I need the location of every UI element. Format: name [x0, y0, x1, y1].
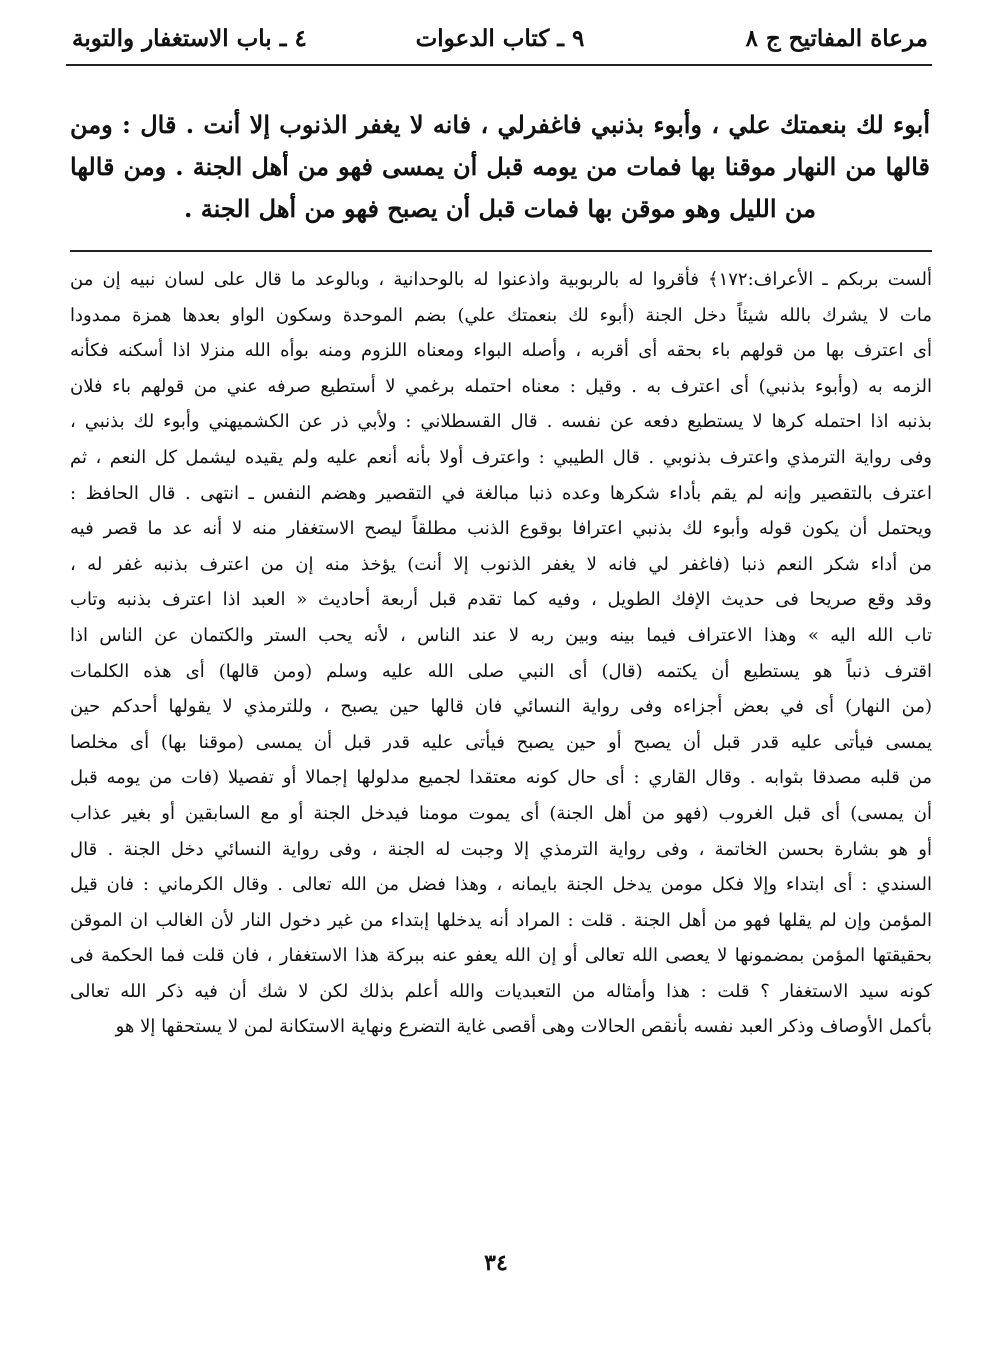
page-number: ٣٤ — [484, 1250, 508, 1276]
commentary-line: اعترف بالتقصير وإنه لم يقم بأداء شكرها وعده ذنبا مبالغة في التقصير وهضم النفس ـ انتهى . قال الحافظ : — [70, 482, 932, 504]
commentary-line: تاب الله اليه » وهذا الاعتراف فيما بينه وبين ربه لا عند الناس ، لأنه يحب الستر والكتمان عن الناس اذا — [70, 624, 932, 646]
header-book-volume: مرعاة المفاتيح ج ٨ — [745, 25, 928, 52]
commentary-line: أن يمسى) أى قبل الغروب (فهو من أهل الجنة) أى يموت مومنا فيدخل الجنة أو مع السابقين أو بغير عذاب — [70, 802, 932, 824]
hadith-text: أبوء لك بنعمتك علي ، وأبوء بذنبي فاغفرلي ، فانه لا يغفر الذنوب إلا أنت . قال : ومن قالها من النهار موقنا بها فمات من يومه قبل أن يمسى فهو من أهل الجنة . ومن قالها من الليل وهو موقن بها فمات قبل أن يصبح فهو من أهل الجنة . — [70, 110, 930, 223]
commentary-line: المؤمن وإن لم يقلها فهو من أهل الجنة . قلت : المراد أنه يدخلها إبتداء من غير دخول النار لأن الغالب ان الموقن — [70, 909, 932, 931]
header-kitab-title: ٩ ـ كتاب الدعوات — [415, 25, 585, 52]
commentary-line: وقد وقع صريحا فى حديث الإفك الطويل ، وفيه كما تقدم قبل أربعة أحاديث « العبد اذا اعترف بذنبه وتاب — [70, 589, 932, 611]
commentary-line: بأكمل الأوصاف وذكر العبد نفسه بأنقص الحالات وهى أقصى غاية التضرع ونهاية الاستكانة لمن لا يستحقها إلا هو — [115, 1016, 932, 1038]
header-divider — [66, 64, 932, 66]
commentary-line: كونه سيد الاستغفار ؟ قلت : هذا وأمثاله من التعبديات والله أعلم بذلك لكن لا شك أن فيه ذكر الله تعالى — [70, 980, 932, 1002]
running-header — [72, 18, 928, 62]
commentary-line: مات لا يشرك بالله شيئاً دخل الجنة (أبوء لك بنعمتك علي) بضم الموحدة وسكون الواو بعدها همزة ممدودا — [70, 304, 932, 326]
header-bab-title: ٤ ـ باب الاستغفار والتوبة — [72, 25, 307, 52]
commentary-line: اقترف ذنباً هو يستطيع أن يكتمه (قال) أى النبي صلى الله عليه وسلم (ومن قالها) أى هذه الكلمات — [70, 660, 932, 682]
commentary-line: وفى رواية الترمذي واعترف بذنوبي . قال الطيبي : واعترف أولا بأنه أنعم عليه ولم يقيده ليشمل كل النعم ، ثم — [70, 446, 932, 468]
commentary-line: أو هو بشارة بحسن الخاتمة ، وفى رواية الترمذي إلا وجبت له الجنة ، وفى رواية النسائي دخل الجنة . قال — [70, 838, 932, 860]
section-divider — [70, 250, 932, 252]
commentary-line: (من النهار) أى في بعض أجزاءه وفى رواية النسائي فان قالها حين يصبح ، وللترمذي لا يقولها أحدكم حين — [70, 696, 932, 718]
commentary-line: ويحتمل أن يكون قوله وأبوء لك بذنبي اعترافا بوقوع الذنب مطلقاً ليصح الاستغفار منه لا أنه عد ما قصر فيه — [70, 518, 932, 540]
commentary-line: بذنبه اذا احتمله كرها لا يستطيع دفعه عن نفسه . قال القسطلاني : ولأبي ذر عن الكشميهني وأبوء لك بذنبي ، — [70, 411, 932, 433]
commentary-line: السندي : أى ابتداء وإلا فكل مومن يدخل الجنة بايمانه ، وهذا فضل من الله تعالى . وقال الكرماني : فان قيل — [70, 874, 932, 896]
commentary-line: من قلبه مصدقا بثوابه . وقال القاري : أى حال كونه معتقدا لجميع مدلولها إجمالا أو تفصيلا (فات من يومه قبل — [70, 767, 932, 789]
commentary-line: أى اعترف بها من قولهم باء بحقه أى أقربه ، وأصله البواء ومعناه اللزوم ومنه بوأه الله منزلا اذا أسكنه فكأنه — [70, 340, 932, 362]
commentary-line: يمسى فيأتى عليه قدر قبل أن يصبح أو حين يصبح فيأتى عليه قدر قبل أن يمسى (موقنا بها) أى مخلصا — [70, 731, 932, 753]
commentary-line: من أداء شكر النعم ذنبا (فاغفر لي فانه لا يغفر الذنوب إلا أنت) يؤخذ منه إن من اعترف بذنبه غفر له ، — [70, 553, 932, 575]
commentary-line: ألست بربكم ـ الأعراف:١٧٢﴾ فأقروا له بالربوبية واذعنوا له بالوحدانية ، وبالوعد ما قال على لسان نبيه إن من — [70, 269, 932, 290]
commentary-body — [70, 262, 932, 1045]
commentary-line: الزمه به (وأبوء بذنبي) أى اعترف به . وقيل : معناه احتمله برغمي لا أستطيع صرفه عني من قولهم باء فلان — [70, 375, 932, 397]
commentary-line: بحقيقتها المؤمن بمضمونها لا يعصى الله تعالى أو إن الله يعفو عنه ببركة هذا الاستغفار ، فان قلت فما الحكمة فى — [70, 945, 932, 967]
